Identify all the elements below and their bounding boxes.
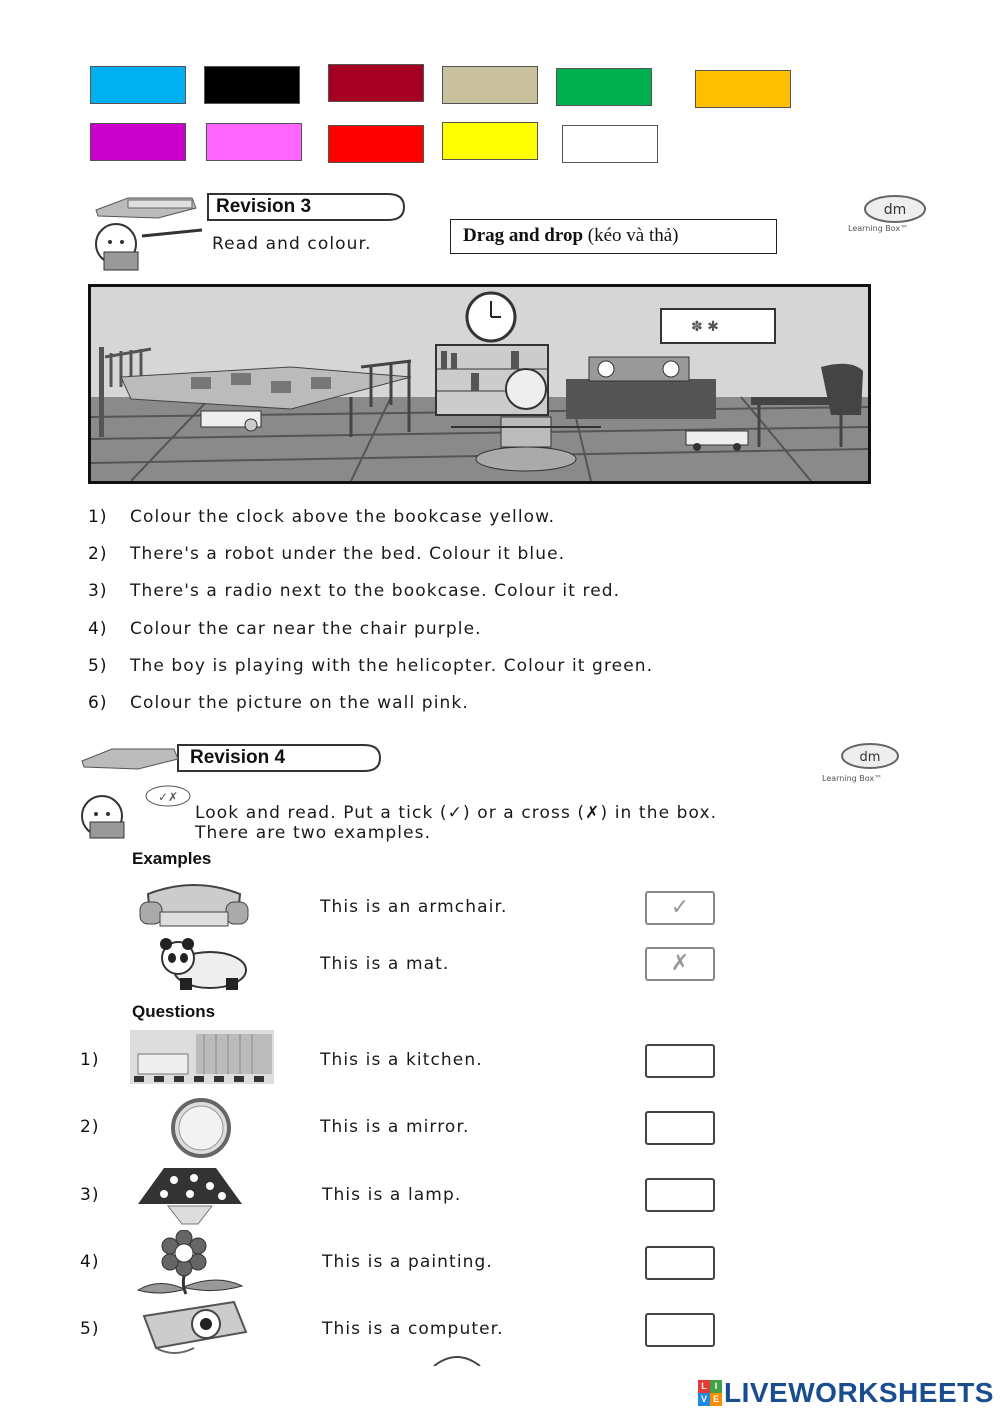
instruction-item: Colour the clock above the bookcase yellow. [130,507,556,527]
item-number: 4) [88,619,108,639]
revision4-title: Revision 4 [190,747,286,768]
item-number: 6) [88,693,108,713]
question-number: 2) [80,1117,100,1137]
dm-logo-icon [860,194,930,226]
swatch-light-blue[interactable] [90,66,186,104]
question-sentence: This is a lamp. [322,1185,462,1205]
question-number: 1) [80,1050,100,1070]
swatch-pink[interactable] [206,123,302,161]
swatch-black[interactable] [204,66,300,104]
flower-icon [134,1230,246,1296]
page-number-circle-icon [430,1354,484,1366]
instruction-item: There's a radio next to the bookcase. Colour it red. [130,581,621,601]
swatch-green[interactable] [556,68,652,106]
example-sentence: This is a mat. [320,954,450,974]
logo-caption: Learning Box™ [848,224,909,233]
svg-text:✽ ✱: ✽ ✱ [691,319,719,335]
svg-text:dm: dm [859,750,881,765]
drag-drop-bold: Drag and drop [463,225,584,246]
svg-text:✓✗: ✓✗ [158,790,179,804]
reading-child-icon [68,782,198,840]
instruction-item: There's a robot under the bed. Colour it blue. [130,544,566,564]
item-number: 2) [88,544,108,564]
liveworksheets-brand: LIVEWORKSHEETS [724,1377,994,1408]
swatch-tan[interactable] [442,66,538,104]
mirror-icon [158,1096,244,1160]
question-sentence: This is a painting. [322,1252,493,1272]
item-number: 5) [88,656,108,676]
drag-and-drop-label [450,219,777,254]
armchair-icon [134,876,254,932]
wall-picture-icon [661,309,775,343]
swatch-orange[interactable] [695,70,791,108]
instruction-item: The boy is playing with the helicopter. Colour it green. [130,656,654,676]
question-number: 4) [80,1252,100,1272]
question-number: 3) [80,1185,100,1205]
dm-logo-icon [838,742,902,772]
answer-box-question-5[interactable] [645,1313,715,1347]
question-sentence: This is a mirror. [320,1117,470,1137]
question-number: 5) [80,1319,100,1339]
item-number: 1) [88,507,108,527]
answer-box-question-3[interactable] [645,1178,715,1212]
bathroom-icon [130,1030,274,1084]
item-number: 3) [88,581,108,601]
camera-icon [134,1298,252,1358]
revision3-title: Revision 3 [216,196,312,217]
question-sentence: This is a kitchen. [320,1050,483,1070]
panda-icon [150,936,250,992]
answer-box-question-4[interactable] [645,1246,715,1280]
reading-child-icon [82,222,212,272]
revision4-instruction-line1: Look and read. Put a tick (✓) or a cross (✗) in the box. [195,803,718,823]
swatch-white[interactable] [562,125,658,163]
example-sentence: This is an armchair. [320,897,508,917]
answer-box-question-1[interactable] [645,1044,715,1078]
answer-box-question-2[interactable] [645,1111,715,1145]
instruction-item: Colour the picture on the wall pink. [130,693,469,713]
swatch-red[interactable] [328,125,424,163]
question-sentence: This is a computer. [322,1319,504,1339]
clock-icon [467,293,515,341]
svg-text:dm: dm [883,202,907,218]
bedroom-scene [88,284,871,484]
instruction-item: Colour the car near the chair purple. [130,619,482,639]
swatch-yellow[interactable] [442,122,538,160]
bedroom-illustration [91,287,868,481]
revision4-instruction-line2: There are two examples. [195,823,432,843]
example-mark: ✓ [670,895,690,920]
logo-caption: Learning Box™ [822,774,883,783]
example-mark: ✗ [670,951,690,976]
drag-drop-translation: (kéo và thả) [583,225,679,246]
questions-label: Questions [132,1002,216,1021]
answer-box-example-2 [645,947,715,981]
answer-box-example-1 [645,891,715,925]
swatch-purple[interactable] [90,123,186,161]
examples-label: Examples [132,849,212,868]
liveworksheets-logo-icon: L I V E [698,1380,722,1406]
swatch-dark-red[interactable] [328,64,424,102]
lamp-icon [134,1164,246,1228]
revision3-instruction: Read and colour. [212,234,372,254]
